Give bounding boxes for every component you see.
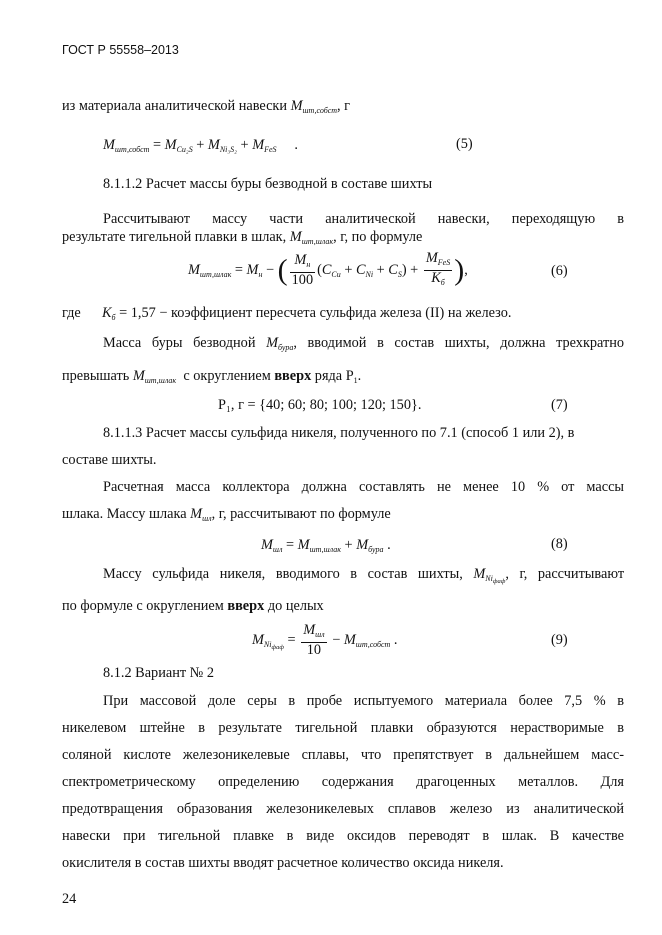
- paragraph-3-line-2: шлака. Массу шлака $M_{шл}$, г, рассчитывают по формуле: [62, 506, 391, 523]
- paragraph-2-line-2: превышать $M_{шт,шлак}$ с округлением вверх ряда $P_1$.: [62, 368, 362, 385]
- section-8-1-1-3-heading: 8.1.1.3 Расчет массы сульфида никеля, полученного по 7.1 (способ 1 или 2), в: [103, 425, 575, 441]
- equation-8-number: (8): [551, 536, 568, 552]
- paragraph-1-line-2: результате тигельной плавки в шлак, $M_{шт,шлак}$, г, по формуле: [62, 229, 423, 246]
- paragraph-5-line-6: навески при тигельной плавке в виде оксидов переводят в шлак. В качестве: [62, 828, 624, 844]
- section-8-1-1-3-heading-cont: составе шихты.: [62, 452, 157, 468]
- paragraph-5-line-5: предотвращения образования железоникелевых сплавов железо из аналитической: [62, 801, 624, 817]
- section-8-1-2-heading: 8.1.2 Вариант № 2: [103, 665, 215, 681]
- intro-line: из материала аналитической навески $M_{шт,собст}$, г: [62, 98, 351, 115]
- equation-6: $M_{шт,шлак} = M_н$ − ( $\frac{M_н}{100}$ $(C_{Cu} + C_{Ni} + C_S)$ + $\frac{M_{FeS}}{K_б}$ ),: [188, 250, 468, 289]
- page-number: 24: [62, 891, 77, 907]
- equation-9-number: (9): [551, 632, 568, 648]
- paragraph-5-line-7: окислителя в состав шихты вводят расчетное количество оксида никеля.: [62, 855, 504, 871]
- equation-8: $M_{шл} = M_{шт,шлак} + M_{бура}$ .: [261, 537, 391, 554]
- paragraph-4-line-1: Массу сульфида никеля, вводимого в состав шихты, $M_{Ni_{фаф}}$, г, рассчитывают: [103, 566, 625, 585]
- equation-5-number: (5): [456, 136, 473, 152]
- paragraph-3-line-1: Расчетная масса коллектора должна составлять не менее 10 % от массы: [103, 479, 625, 495]
- paragraph-5-line-1: При массовой доле серы в пробе испытуемого материала более 7,5 % в: [103, 693, 624, 709]
- where-line: где $K_б = 1,57$ − коэффициент пересчета сульфида железа (II) на железо.: [62, 305, 512, 322]
- paragraph-5-line-2: никелевом штейне в результате тигельной плавки образуются нерастворимые в: [62, 720, 624, 736]
- equation-6-number: (6): [551, 263, 568, 279]
- paragraph-2-line-1: Масса буры безводной $M_{бура}$, вводимой в состав шихты, должна трехкратно: [103, 335, 625, 352]
- paragraph-5-line-4: спектрометрическому определению содержания драгоценных металлов. Для: [62, 774, 624, 790]
- document-header: ГОСТ Р 55558–2013: [62, 43, 179, 57]
- paragraph-4-line-2: по формуле с округлением вверх до целых: [62, 598, 324, 614]
- equation-9: $M_{Ni_{фаф}}$ = $\frac{M_{шл}}{10}$ − $M_{шт,собст}$ .: [252, 622, 398, 659]
- section-8-1-1-2-heading: 8.1.1.2 Расчет массы буры безводной в составе шихты: [103, 176, 433, 192]
- paragraph-1-line-1: Рассчитывают массу части аналитической навески, переходящую в: [103, 211, 625, 227]
- equation-7-number: (7): [551, 397, 568, 413]
- equation-7: P₁, г = {40; 60; 80; 100; 120; 150}.: [218, 397, 422, 413]
- paragraph-5-line-3: соляной кислоте железоникелевые сплавы, что препятствует в дальнейшем масс-: [62, 747, 624, 763]
- equation-5: $M_{шт,собст} = M_{Cu_2S} + M_{Ni_3S_2} + M_{FeS}$ .: [103, 137, 298, 154]
